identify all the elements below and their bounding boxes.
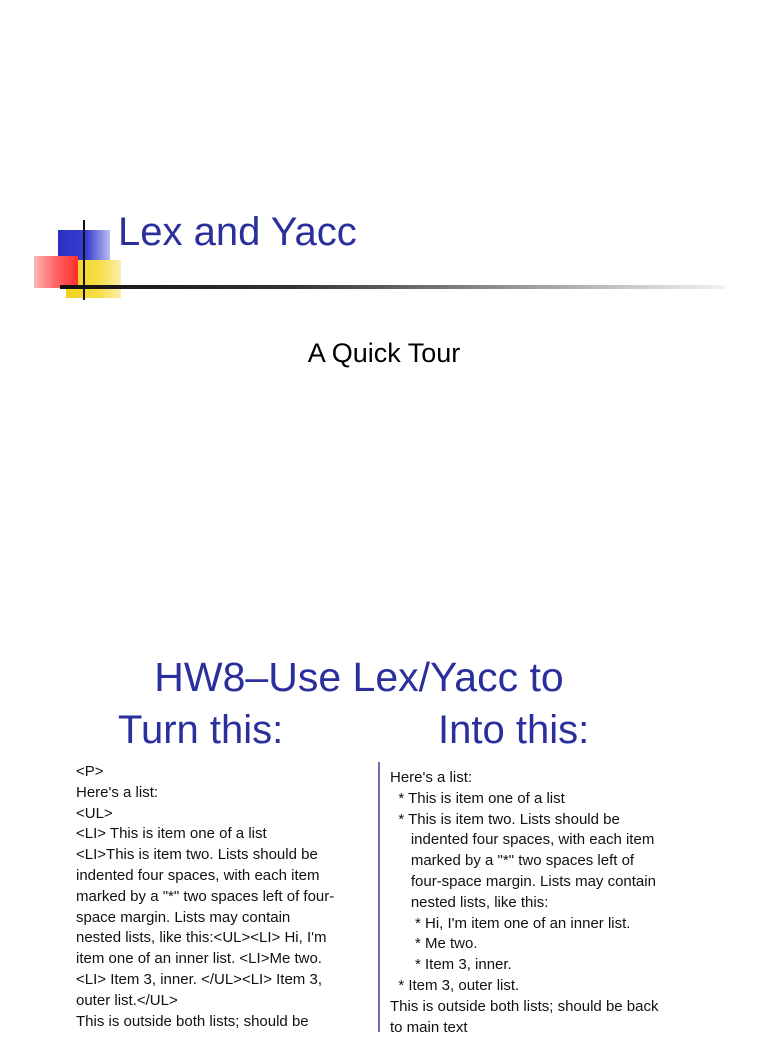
decor-red-square [34,256,78,288]
input-line: Here's a list: [76,783,159,801]
input-html-text [76,762,378,1032]
input-line: <LI> This is item one of a list [76,825,267,843]
output-line: indented four spaces, with each item [390,831,655,849]
input-line: <LI> Item 3, inner. </UL><LI> Item 3, [76,970,322,988]
output-line: marked by a "*" two spaces left of [390,852,635,870]
output-line: * Item 3, outer list. [390,976,520,994]
slide-subtitle: A Quick Tour [307,338,461,368]
output-line: * This is item two. Lists should be [390,810,620,828]
slide-2 [0,620,768,1036]
slide-title: Lex and Yacc [118,210,357,254]
input-line: outer list.</UL> [76,991,178,1009]
title-underline [60,285,725,289]
input-line: marked by a "*" two spaces left of four- [76,887,335,905]
slide-title: HW8–Use Lex/Yacc to [154,654,564,700]
output-line: four-space margin. Lists may contain [390,872,656,890]
input-line: <UL> [76,804,113,822]
output-line: * Item 3, inner. [390,956,512,974]
output-line: Here's a list: [390,769,473,786]
input-line: indented four spaces, with each item [76,866,320,884]
input-line: This is outside both lists; should be [76,1012,309,1030]
input-line: space margin. Lists may contain [76,908,291,926]
input-line: nested lists, like this:<UL><LI> Hi, I'm [76,929,327,947]
output-line: This is outside both lists; should be back [390,997,659,1015]
output-line: * Me two. [390,935,478,953]
right-column-heading: Into this: [438,708,590,752]
output-line: * This is item one of a list [390,789,565,807]
output-line: * Hi, I'm item one of an inner list. [390,914,631,932]
input-line: item one of an inner list. <LI>Me two. [76,950,322,968]
left-column-heading: Turn this: [118,708,284,752]
input-line: <P> [76,763,104,780]
output-line: to main text [390,1018,468,1036]
output-line: nested lists, like this: [390,893,549,911]
input-line: <LI>This is item two. Lists should be [76,846,318,864]
column-divider [378,762,380,1032]
output-text [390,768,730,1038]
